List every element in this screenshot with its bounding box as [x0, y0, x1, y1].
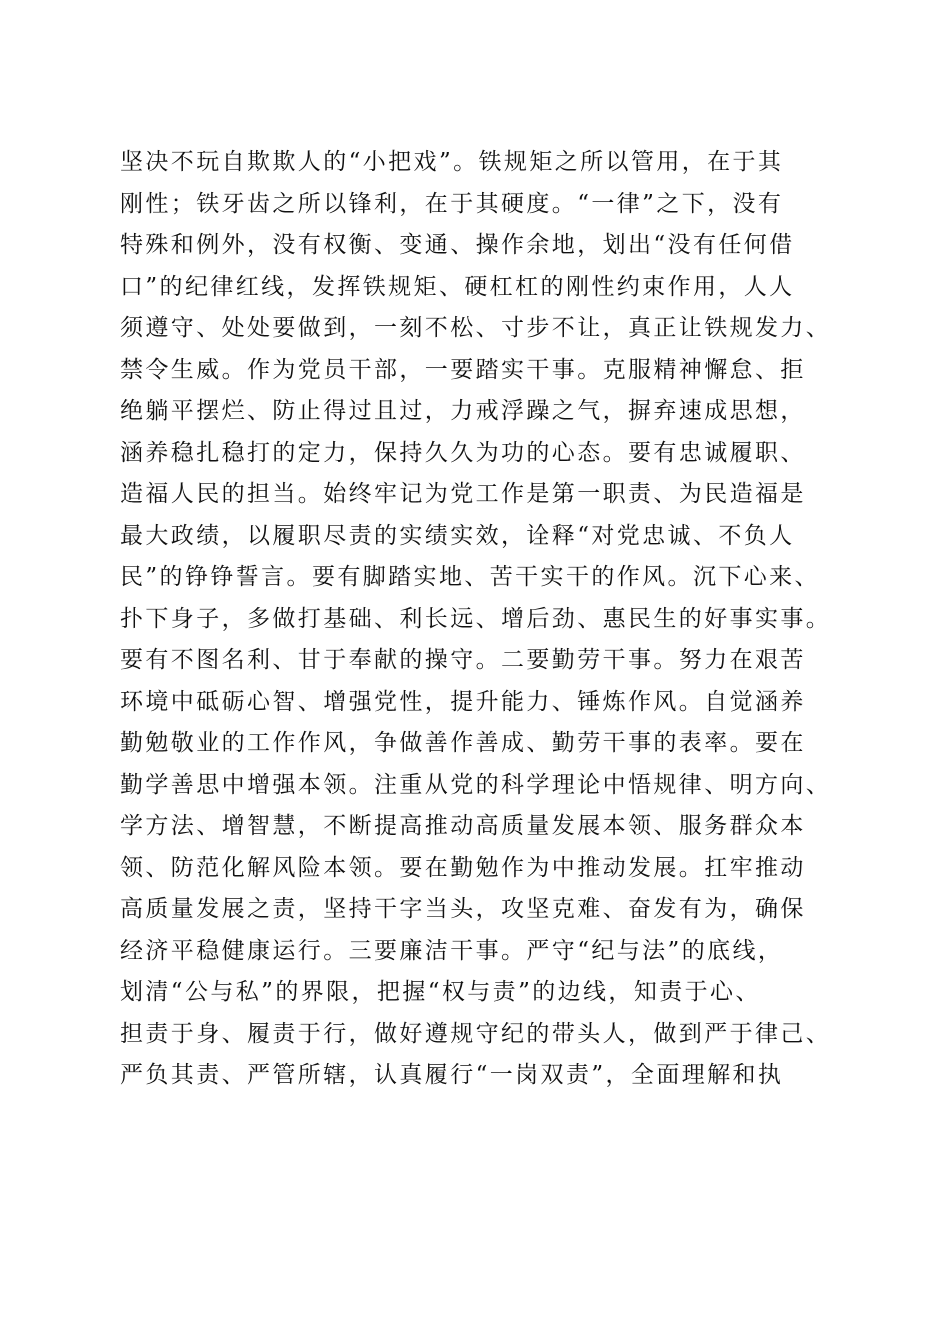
- text-line-23: 严负其责、严管所辖，认真履行“一岗双责”，全面理解和执: [120, 1062, 784, 1088]
- text-line-6: 禁令生威。作为党员干部，一要踏实干事。克服精神懈怠、拒: [120, 356, 806, 383]
- text-line-2: 刚性；铁牙齿之所以锋利，在于其硬度。“一律”之下，没有: [120, 190, 784, 217]
- text-line-12: 扑下身子，多做打基础、利长远、增后劲、惠民生的好事实事。: [120, 605, 832, 632]
- text-line-8: 涵养稳扎稳打的定力，保持久久为功的心态。要有忠诚履职、: [120, 439, 806, 466]
- body-text: [120, 142, 840, 1097]
- text-line-21: 划清“公与私”的界限，把握“权与责”的边线，知责于心、: [120, 979, 761, 1005]
- text-line-20: 经济平稳健康运行。三要廉洁干事。严守“纪与法”的底线，: [120, 937, 784, 964]
- text-line-10: 最大政绩，以履职尽责的实绩实效，诠释“对党忠诚、不负人: [120, 522, 795, 549]
- text-line-18: 领、防范化解风险本领。要在勤勉作为中推动发展。扛牢推动: [120, 854, 806, 881]
- text-line-17: 学方法、增智慧，不断提高推动高质量发展本领、服务群众本: [120, 813, 806, 839]
- text-line-9: 造福人民的担当。始终牢记为党工作是第一职责、为民造福是: [120, 481, 806, 507]
- text-line-22: 担责于身、履责于行，做好遵规守纪的带头人，做到严于律己、: [120, 1020, 832, 1047]
- text-line-14: 环境中砥砺心智、增强党性，提升能力、锤炼作风。自觉涵养: [120, 688, 806, 715]
- text-line-3: 特殊和例外，没有权衡、变通、操作余地，划出“没有任何借: [120, 232, 795, 258]
- text-line-13: 要有不图名利、甘于奉献的操守。二要勤劳干事。努力在艰苦: [120, 647, 806, 673]
- text-line-16: 勤学善思中增强本领。注重从党的科学理论中悟规律、明方向、: [120, 771, 832, 798]
- text-line-19: 高质量发展之责，坚持干字当头，攻坚克难、奋发有为，确保: [120, 896, 806, 922]
- text-line-4: 口”的纪律红线，发挥铁规矩、硬杠杠的刚性约束作用，人人: [120, 273, 795, 300]
- text-line-11: 民”的铮铮誓言。要有脚踏实地、苦干实干的作风。沉下心来、: [120, 564, 820, 590]
- text-line-15: 勤勉敬业的工作作风，争做善作善成、勤劳干事的表率。要在: [120, 730, 806, 756]
- text-line-1: 坚决不玩自欺欺人的“小把戏”。铁规矩之所以管用，在于其: [120, 149, 784, 175]
- text-line-7: 绝躺平摆烂、防止得过且过，力戒浮躁之气，摒弃速成思想，: [120, 398, 806, 424]
- text-line-5: 须遵守、处处要做到，一刻不松、寸步不让，真正让铁规发力、: [120, 315, 832, 341]
